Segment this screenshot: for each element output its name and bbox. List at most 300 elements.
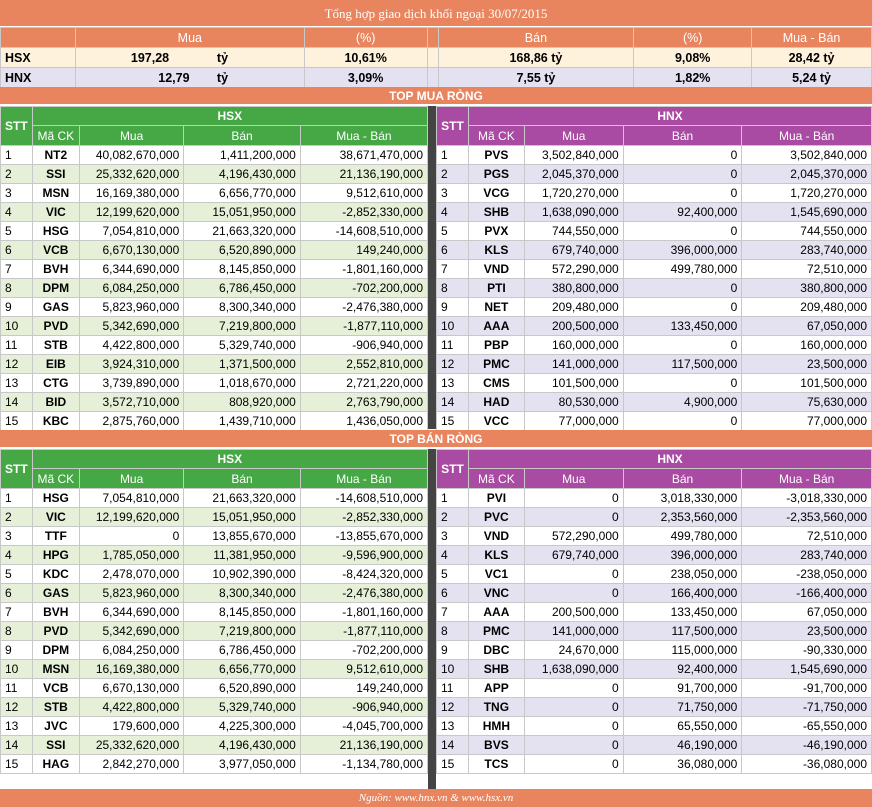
table-row (1, 203, 428, 222)
sell-value: 4,196,430,000 (184, 736, 301, 755)
table-row (437, 222, 872, 241)
table-row (1, 546, 428, 565)
row-stt: 10 (1, 660, 33, 679)
sell-value: 115,000,000 (623, 641, 742, 660)
buy-value: 16,169,380,000 (79, 184, 183, 203)
sell-value: 6,520,890,000 (184, 679, 301, 698)
row-stt: 3 (437, 184, 469, 203)
row-stt: 15 (437, 412, 469, 431)
net-value: -8,424,320,000 (300, 565, 427, 584)
buy-value: 1,638,090,000 (524, 203, 623, 222)
row-stt: 9 (437, 641, 469, 660)
row-stt: 8 (437, 279, 469, 298)
net-value: -702,200,000 (300, 641, 427, 660)
sell-value: 0 (623, 165, 742, 184)
summary-table (0, 27, 872, 88)
row-stt: 11 (1, 679, 33, 698)
stock-code: CTG (32, 374, 79, 393)
net-value: 2,552,810,000 (300, 355, 427, 374)
table-row (1, 165, 428, 184)
stock-code: PVS (468, 146, 524, 165)
net-value: -906,940,000 (300, 698, 427, 717)
net-value: 149,240,000 (300, 679, 427, 698)
sell-value: 21,663,320,000 (184, 489, 301, 508)
stock-code: SSI (32, 736, 79, 755)
summary-header: Bán (438, 28, 634, 48)
col-net: Mua - Bán (742, 126, 872, 146)
exchange-header: HSX (32, 107, 427, 126)
source-footer: Nguồn: www.hnx.vn & www.hsx.vn (0, 789, 872, 807)
stock-code: VCG (468, 184, 524, 203)
summary-header (427, 28, 438, 48)
sell-value: 6,786,450,000 (184, 641, 301, 660)
sell-value: 7,219,800,000 (184, 622, 301, 641)
buy-value: 5,342,690,000 (79, 317, 183, 336)
stock-code: NT2 (32, 146, 79, 165)
row-stt: 2 (437, 508, 469, 527)
row-stt: 8 (1, 279, 33, 298)
sell-value: 36,080,000 (623, 755, 742, 774)
net-value: -2,852,330,000 (300, 508, 427, 527)
stock-code: VC1 (468, 565, 524, 584)
row-stt: 8 (437, 622, 469, 641)
sell-value: 92,400,000 (623, 660, 742, 679)
col-code: Mã CK (32, 469, 79, 489)
buy-value: 40,082,670,000 (79, 146, 183, 165)
stock-code: STB (32, 698, 79, 717)
table-row (1, 679, 428, 698)
buy-value: 7,054,810,000 (79, 489, 183, 508)
net-value: 28,42 tỷ (752, 48, 872, 68)
stock-code: SHB (468, 203, 524, 222)
row-stt: 10 (437, 660, 469, 679)
table-row (437, 279, 872, 298)
buy-value: 179,600,000 (79, 717, 183, 736)
buy-value: 25,332,620,000 (79, 736, 183, 755)
exchange-label: HNX (1, 68, 76, 88)
stock-code: KLS (468, 241, 524, 260)
stock-code: BID (32, 393, 79, 412)
stock-code: PVX (468, 222, 524, 241)
table-row (437, 203, 872, 222)
table-row (437, 260, 872, 279)
stock-code: MSN (32, 184, 79, 203)
stock-code: SSI (32, 165, 79, 184)
table-row (1, 584, 428, 603)
summary-header: (%) (634, 28, 752, 48)
table-row (1, 717, 428, 736)
buy-value (75, 48, 304, 68)
table-row (437, 508, 872, 527)
sell-value: 0 (623, 374, 742, 393)
sell-pct: 9,08% (634, 48, 752, 68)
row-stt: 15 (1, 412, 33, 431)
sell-value: 21,663,320,000 (184, 222, 301, 241)
sell-value: 1,018,670,000 (184, 374, 301, 393)
stock-code: MSN (32, 660, 79, 679)
row-stt: 1 (437, 489, 469, 508)
table-row (437, 546, 872, 565)
table-row (437, 736, 872, 755)
top-buy-hnx-table (436, 106, 872, 431)
stock-code: VIC (32, 508, 79, 527)
sell-value: 2,353,560,000 (623, 508, 742, 527)
sell-value: 6,656,770,000 (184, 184, 301, 203)
net-value: -13,855,670,000 (300, 527, 427, 546)
buy-value: 572,290,000 (524, 527, 623, 546)
stock-code: APP (468, 679, 524, 698)
col-code: Mã CK (32, 126, 79, 146)
buy-value: 25,332,620,000 (79, 165, 183, 184)
col-code: Mã CK (468, 469, 524, 489)
buy-value: 3,739,890,000 (79, 374, 183, 393)
net-value: 1,545,690,000 (742, 203, 872, 222)
stock-code: VNC (468, 584, 524, 603)
sell-value: 396,000,000 (623, 241, 742, 260)
row-stt: 5 (1, 565, 33, 584)
buy-pct: 10,61% (304, 48, 427, 68)
net-value: -71,750,000 (742, 698, 872, 717)
col-buy: Mua (524, 469, 623, 489)
table-row (437, 146, 872, 165)
table-row (437, 660, 872, 679)
buy-unit: tỷ (216, 50, 229, 65)
table-row (437, 489, 872, 508)
sell-value: 71,750,000 (623, 698, 742, 717)
row-stt: 14 (437, 736, 469, 755)
buy-value: 0 (524, 565, 623, 584)
buy-value: 209,480,000 (524, 298, 623, 317)
sell-value: 13,855,670,000 (184, 527, 301, 546)
row-stt: 14 (1, 736, 33, 755)
sell-value: 46,190,000 (623, 736, 742, 755)
stock-code: PVD (32, 317, 79, 336)
buy-value: 6,670,130,000 (79, 241, 183, 260)
net-value: 149,240,000 (300, 241, 427, 260)
sell-value: 4,900,000 (623, 393, 742, 412)
row-stt: 13 (1, 717, 33, 736)
row-stt: 13 (1, 374, 33, 393)
stock-code: VND (468, 260, 524, 279)
sell-value: 0 (623, 298, 742, 317)
row-stt: 5 (437, 222, 469, 241)
sell-value: 15,051,950,000 (184, 203, 301, 222)
row-stt: 5 (1, 222, 33, 241)
row-stt: 15 (437, 755, 469, 774)
sell-value: 3,977,050,000 (184, 755, 301, 774)
sell-value: 0 (623, 184, 742, 203)
buy-value: 5,823,960,000 (79, 298, 183, 317)
buy-value: 0 (524, 755, 623, 774)
row-stt: 10 (437, 317, 469, 336)
sell-value: 133,450,000 (623, 603, 742, 622)
sell-value: 91,700,000 (623, 679, 742, 698)
net-value: 72,510,000 (742, 260, 872, 279)
row-stt: 11 (1, 336, 33, 355)
net-value: 283,740,000 (742, 546, 872, 565)
col-sell: Bán (623, 126, 742, 146)
buy-value: 12,199,620,000 (79, 508, 183, 527)
table-row (1, 736, 428, 755)
net-value: -90,330,000 (742, 641, 872, 660)
table-row (1, 603, 428, 622)
net-value: 283,740,000 (742, 241, 872, 260)
panel-divider (428, 449, 436, 789)
buy-value: 7,054,810,000 (79, 222, 183, 241)
exchange-label: HSX (1, 48, 76, 68)
net-value: -2,353,560,000 (742, 508, 872, 527)
sell-value: 0 (623, 336, 742, 355)
stt-header: STT (1, 107, 33, 146)
net-value: -238,050,000 (742, 565, 872, 584)
sell-value: 166,400,000 (623, 584, 742, 603)
stock-code: HSG (32, 489, 79, 508)
buy-value: 5,342,690,000 (79, 622, 183, 641)
net-value: 744,550,000 (742, 222, 872, 241)
table-row (1, 698, 428, 717)
row-stt: 7 (1, 603, 33, 622)
buy-value: 1,638,090,000 (524, 660, 623, 679)
sell-value: 4,196,430,000 (184, 165, 301, 184)
table-row (1, 755, 428, 774)
stock-code: NET (468, 298, 524, 317)
col-sell: Bán (184, 469, 301, 489)
buy-value: 6,670,130,000 (79, 679, 183, 698)
summary-header-row (1, 28, 872, 48)
buy-value: 6,344,690,000 (79, 603, 183, 622)
buy-value: 200,500,000 (524, 317, 623, 336)
buy-value: 2,478,070,000 (79, 565, 183, 584)
sell-value: 7,219,800,000 (184, 317, 301, 336)
row-stt: 2 (1, 508, 33, 527)
row-stt: 15 (1, 755, 33, 774)
col-buy: Mua (79, 469, 183, 489)
stock-code: AAA (468, 317, 524, 336)
buy-value: 5,823,960,000 (79, 584, 183, 603)
sell-value: 0 (623, 222, 742, 241)
summary-header: Mua (75, 28, 304, 48)
buy-value: 101,500,000 (524, 374, 623, 393)
net-value: 9,512,610,000 (300, 660, 427, 679)
row-stt: 11 (437, 679, 469, 698)
summary-row-hnx (1, 68, 872, 88)
net-value: -2,476,380,000 (300, 298, 427, 317)
table-row (1, 298, 428, 317)
summary-header (1, 28, 76, 48)
sell-value: 3,018,330,000 (623, 489, 742, 508)
sell-value: 15,051,950,000 (184, 508, 301, 527)
row-stt: 13 (437, 374, 469, 393)
sell-value: 0 (623, 146, 742, 165)
summary-header: (%) (304, 28, 427, 48)
net-value: 23,500,000 (742, 622, 872, 641)
table-row (437, 527, 872, 546)
stock-code: CMS (468, 374, 524, 393)
col-buy: Mua (79, 126, 183, 146)
stock-code: PTI (468, 279, 524, 298)
top-sell-hnx-table (436, 449, 872, 774)
top-sell-hsx-table (0, 449, 428, 774)
stock-code: STB (32, 336, 79, 355)
table-row (1, 317, 428, 336)
stock-code: TNG (468, 698, 524, 717)
table-row (437, 622, 872, 641)
stock-code: KLS (468, 546, 524, 565)
net-value: 2,763,790,000 (300, 393, 427, 412)
net-value: -1,877,110,000 (300, 317, 427, 336)
net-value: -9,596,900,000 (300, 546, 427, 565)
row-stt: 9 (437, 298, 469, 317)
stock-code: HPG (32, 546, 79, 565)
sell-value: 8,300,340,000 (184, 584, 301, 603)
buy-pct: 3,09% (304, 68, 427, 88)
net-value: 380,800,000 (742, 279, 872, 298)
stock-code: VIC (32, 203, 79, 222)
table-row (1, 336, 428, 355)
buy-value: 24,670,000 (524, 641, 623, 660)
sell-value: 1,411,200,000 (184, 146, 301, 165)
col-sell: Bán (623, 469, 742, 489)
row-stt: 3 (1, 527, 33, 546)
sell-value: 10,902,390,000 (184, 565, 301, 584)
row-stt: 9 (1, 641, 33, 660)
row-stt: 3 (437, 527, 469, 546)
net-value: 1,436,050,000 (300, 412, 427, 431)
sell-value: 1,371,500,000 (184, 355, 301, 374)
buy-value: 2,875,760,000 (79, 412, 183, 431)
page-title: Tổng hợp giao dịch khối ngoại 30/07/2015 (0, 0, 872, 27)
net-value: -906,940,000 (300, 336, 427, 355)
stock-code: KBC (32, 412, 79, 431)
sell-value: 5,329,740,000 (184, 336, 301, 355)
net-value: 5,24 tỷ (752, 68, 872, 88)
net-value: -702,200,000 (300, 279, 427, 298)
table-row (437, 355, 872, 374)
buy-value: 0 (524, 489, 623, 508)
buy-value: 141,000,000 (524, 355, 623, 374)
sell-value: 133,450,000 (623, 317, 742, 336)
buy-value: 380,800,000 (524, 279, 623, 298)
sell-value: 4,225,300,000 (184, 717, 301, 736)
sell-value: 65,550,000 (623, 717, 742, 736)
net-value: 3,502,840,000 (742, 146, 872, 165)
table-row (1, 279, 428, 298)
table-row (437, 412, 872, 431)
net-value: 21,136,190,000 (300, 165, 427, 184)
buy-value: 0 (524, 679, 623, 698)
net-value: 67,050,000 (742, 317, 872, 336)
col-buy: Mua (524, 126, 623, 146)
sell-value: 8,145,850,000 (184, 603, 301, 622)
net-value: 2,045,370,000 (742, 165, 872, 184)
row-stt: 2 (1, 165, 33, 184)
stock-code: VCC (468, 412, 524, 431)
row-stt: 12 (1, 698, 33, 717)
net-value: 209,480,000 (742, 298, 872, 317)
net-value: 1,720,270,000 (742, 184, 872, 203)
buy-value: 0 (524, 717, 623, 736)
exchange-header: HNX (468, 107, 871, 126)
sell-value: 499,780,000 (623, 260, 742, 279)
row-stt: 14 (1, 393, 33, 412)
buy-value: 160,000,000 (524, 336, 623, 355)
stock-code: VCB (32, 679, 79, 698)
stt-header: STT (437, 450, 469, 489)
section-title-top-sell: TOP BÁN RÒNG (0, 430, 872, 448)
net-value: -3,018,330,000 (742, 489, 872, 508)
net-value: 75,630,000 (742, 393, 872, 412)
section-title-top-buy: TOP MUA RÒNG (0, 87, 872, 105)
net-value: -91,700,000 (742, 679, 872, 698)
row-stt: 8 (1, 622, 33, 641)
table-row (1, 184, 428, 203)
net-value: -46,190,000 (742, 736, 872, 755)
stock-code: TTF (32, 527, 79, 546)
sell-value: 92,400,000 (623, 203, 742, 222)
row-stt: 4 (1, 203, 33, 222)
buy-value: 16,169,380,000 (79, 660, 183, 679)
table-row (437, 393, 872, 412)
stock-code: PMC (468, 355, 524, 374)
stock-code: PVC (468, 508, 524, 527)
table-row (437, 374, 872, 393)
sell-value: 7,55 tỷ (438, 68, 634, 88)
stock-code: HAD (468, 393, 524, 412)
table-row (437, 584, 872, 603)
stock-code: HSG (32, 222, 79, 241)
buy-value: 200,500,000 (524, 603, 623, 622)
table-row (437, 698, 872, 717)
buy-value: 2,045,370,000 (524, 165, 623, 184)
stock-code: BVS (468, 736, 524, 755)
row-stt: 4 (1, 546, 33, 565)
buy-value: 1,720,270,000 (524, 184, 623, 203)
net-value: -1,801,160,000 (300, 260, 427, 279)
sell-pct: 1,82% (634, 68, 752, 88)
net-value: 101,500,000 (742, 374, 872, 393)
buy-value: 3,924,310,000 (79, 355, 183, 374)
sell-value: 8,145,850,000 (184, 260, 301, 279)
buy-value: 0 (524, 736, 623, 755)
col-sell: Bán (184, 126, 301, 146)
spacer (427, 48, 438, 68)
net-value: 77,000,000 (742, 412, 872, 431)
sell-value: 1,439,710,000 (184, 412, 301, 431)
sell-value: 8,300,340,000 (184, 298, 301, 317)
row-stt: 6 (1, 584, 33, 603)
row-stt: 6 (437, 584, 469, 603)
net-value: 21,136,190,000 (300, 736, 427, 755)
row-stt: 12 (1, 355, 33, 374)
net-value: -1,134,780,000 (300, 755, 427, 774)
buy-value: 4,422,800,000 (79, 698, 183, 717)
buy-value: 6,084,250,000 (79, 279, 183, 298)
buy-unit: tỷ (216, 70, 229, 85)
table-row (437, 679, 872, 698)
stock-code: PBP (468, 336, 524, 355)
buy-value: 141,000,000 (524, 622, 623, 641)
row-stt: 10 (1, 317, 33, 336)
row-stt: 12 (437, 698, 469, 717)
table-row (437, 241, 872, 260)
row-stt: 7 (437, 603, 469, 622)
buy-value: 3,572,710,000 (79, 393, 183, 412)
net-value: -166,400,000 (742, 584, 872, 603)
sell-value: 168,86 tỷ (438, 48, 634, 68)
row-stt: 1 (437, 146, 469, 165)
buy-value: 3,502,840,000 (524, 146, 623, 165)
stock-code: HMH (468, 717, 524, 736)
